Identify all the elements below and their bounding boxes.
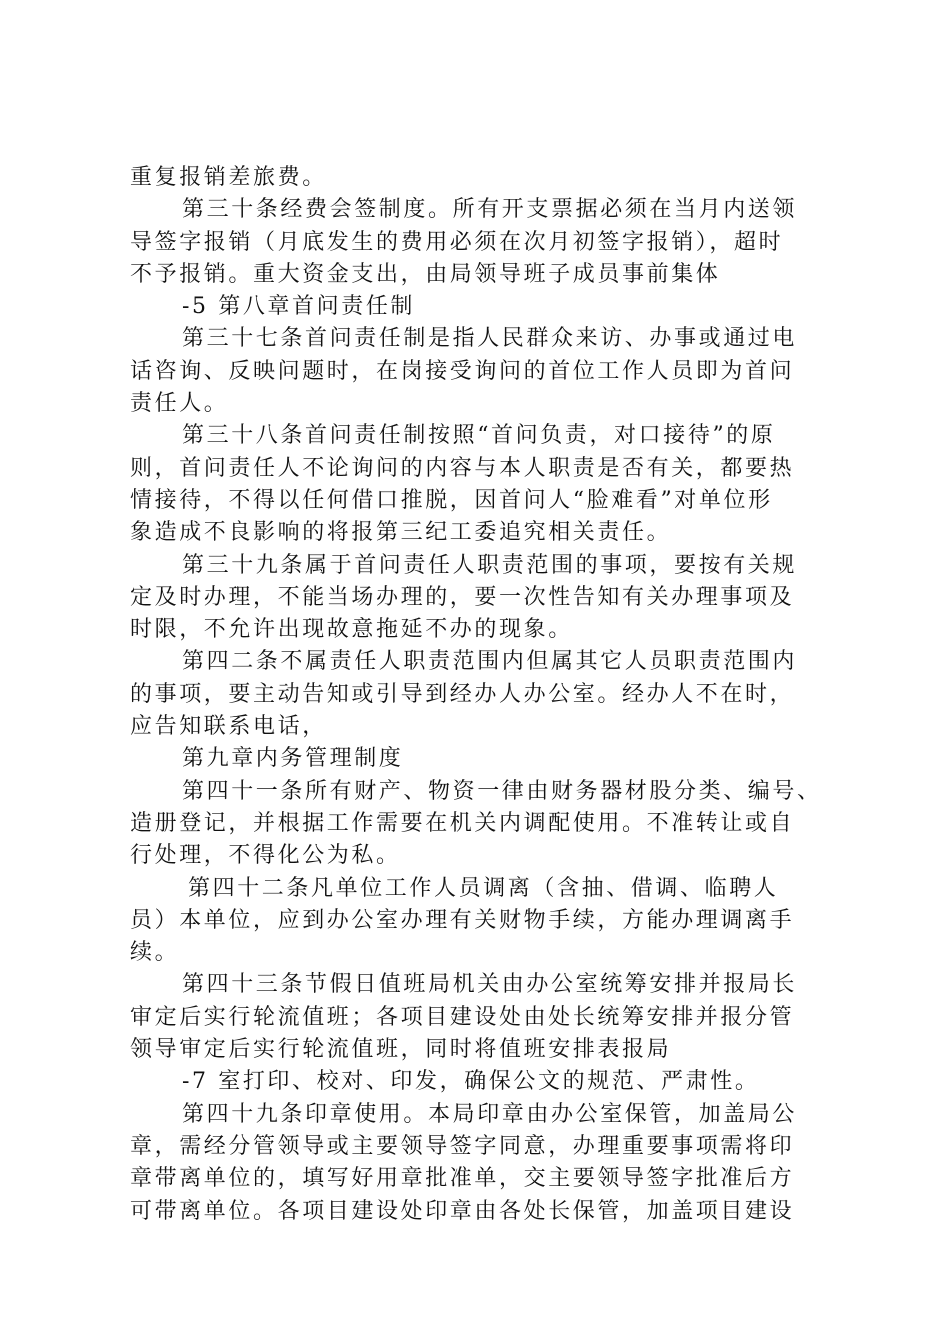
section-heading: -5 第八章首问责任制: [182, 294, 416, 320]
text-line: 章，需经分管领导或主要领导签字同意，办理重要事项需将印: [130, 1133, 795, 1159]
text-line: 审定后实行轮流值班；各项目建设处由处长统筹安排并报分管: [130, 1004, 795, 1030]
text-line: 情接待，不得以任何借口推脱，因首问人“脸难看”对单位形: [130, 487, 773, 513]
text-line: 导签字报销（月底发生的费用必须在次月初签字报销），超时: [130, 229, 784, 255]
text-line: 第四十一条所有财产、物资一律由财务器材股分类、编号、: [182, 778, 822, 804]
text-line: 象造成不良影响的将报第三纪工委追究相关责任。: [130, 520, 672, 546]
text-line: -7 室打印、校对、印发，确保公文的规范、严肃性。: [182, 1069, 760, 1095]
text-line: 可带离单位。各项目建设处印章由各处长保管，加盖项目建设: [130, 1198, 795, 1224]
text-line: 责任人。: [130, 391, 229, 417]
text-line: 第三十条经费会签制度。所有开支票据必须在当月内送领: [182, 197, 798, 223]
text-line: 造册登记，并根据工作需要在机关内调配使用。不准转让或自: [130, 810, 795, 836]
text-line: 行处理，不得化公为私。: [130, 843, 401, 869]
text-line: 第四十九条印章使用。本局印章由办公室保管，加盖局公: [182, 1101, 798, 1127]
text-line: 的事项，要主动告知或引导到经办人办公室。经办人不在时，: [130, 681, 795, 707]
document-body: [130, 162, 840, 1228]
text-line: 领导审定后实行轮流值班，同时将值班安排表报局: [130, 1037, 672, 1063]
text-line: 时限，不允许出现故意拖延不办的现象。: [130, 617, 573, 643]
text-line: 第三十九条属于首问责任人职责范围的事项，要按有关规: [182, 552, 798, 578]
text-line: 第四二条不属责任人职责范围内但属其它人员职责范围内: [182, 649, 798, 675]
text-line: 第三十八条首问责任制按照“首问负责，对口接待”的原: [182, 423, 776, 449]
text-line: 续。: [130, 940, 180, 966]
text-line: 不予报销。重大资金支出，由局领导班子成员事前集体: [130, 261, 721, 287]
text-line: 话咨询、反映问题时，在岗接受询问的首位工作人员即为首问: [130, 358, 795, 384]
text-line: 则，首问责任人不论询问的内容与本人职责是否有关，都要热: [130, 455, 795, 481]
text-line: 应告知联系电话，: [130, 714, 327, 740]
section-heading: 第九章内务管理制度: [182, 746, 404, 772]
text-line: 定及时办理，不能当场办理的，要一次性告知有关办理事项及: [130, 584, 795, 610]
text-line: 章带离单位的，填写好用章批准单，交主要领导签字批准后方: [130, 1166, 795, 1192]
text-line: 重复报销差旅费。: [130, 165, 327, 190]
text-line: 第四十二条凡单位工作人员调离（含抽、借调、临聘人: [188, 875, 779, 901]
text-line: 第四十三条节假日值班局机关由办公室统筹安排并报局长: [182, 972, 798, 998]
text-line: 第三十七条首问责任制是指人民群众来访、办事或通过电: [182, 326, 798, 352]
text-line: 员）本单位，应到办公室办理有关财物手续，方能办理调离手: [130, 907, 795, 933]
